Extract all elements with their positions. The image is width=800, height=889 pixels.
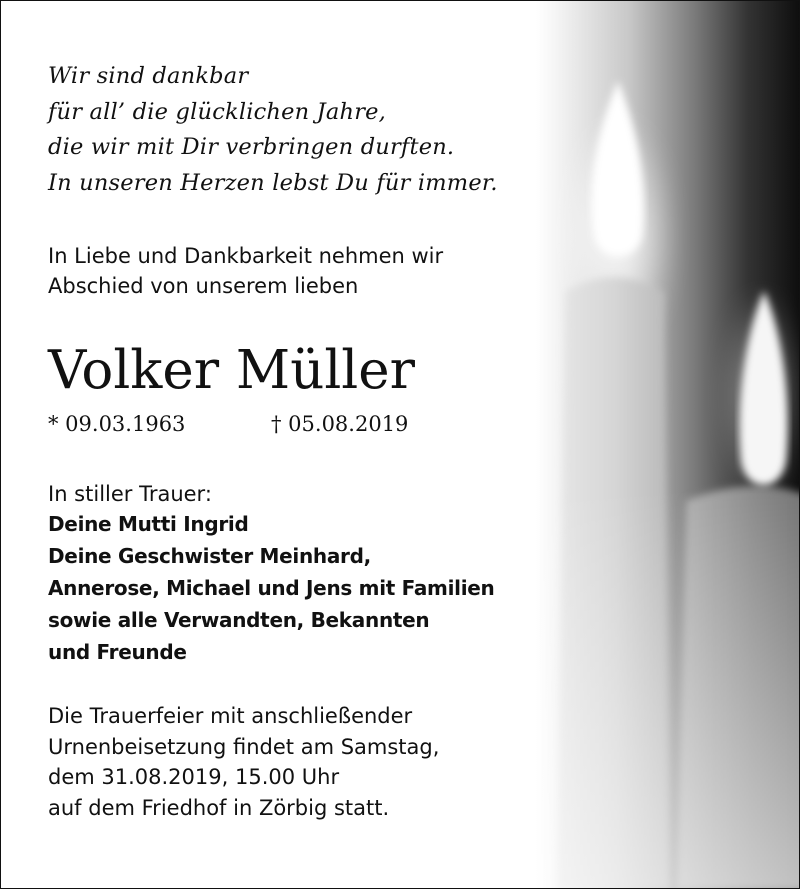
mourner-line: Annerose, Michael und Jens mit Familien [48,576,495,600]
service-line: Urnenbeisetzung findet am Samstag, [48,734,440,759]
poem-line: die wir mit Dir verbringen durften. [48,134,455,160]
birth-date: * 09.03.1963 [48,412,186,436]
poem-line: In unseren Herzen lebst Du für immer. [48,169,498,196]
intro-line: In Liebe und Dankbarkeit nehmen wir [48,244,444,268]
poem-line: Wir sind dankbar [48,63,249,89]
mourner-line: sowie alle Verwandten, Bekannten [48,608,430,632]
mourner-line: und Freunde [48,640,187,664]
mourner-line: Deine Geschwister Meinhard, [48,544,371,568]
mourner-line: Deine Mutti Ingrid [48,512,249,536]
intro-line: Abschied von unserem lieben [48,274,359,298]
candle-image [536,1,800,889]
life-dates [48,409,409,439]
service-line: auf dem Friedhof in Zörbig statt. [48,795,390,820]
mourners-list [48,508,494,668]
service-info [48,701,439,823]
mourners-label: In stiller Trauer: [48,482,212,506]
deceased-name: Volker Müller [48,340,415,401]
poem-line: für all’ die glücklichen Jahre, [48,98,387,125]
death-date: † 05.08.2019 [271,412,409,436]
service-line: Die Trauerfeier mit anschließender [48,704,413,728]
service-line: dem 31.08.2019, 15.00 Uhr [48,765,340,789]
candles-photo [536,1,800,889]
intro-text [48,241,443,301]
poem [48,59,498,201]
